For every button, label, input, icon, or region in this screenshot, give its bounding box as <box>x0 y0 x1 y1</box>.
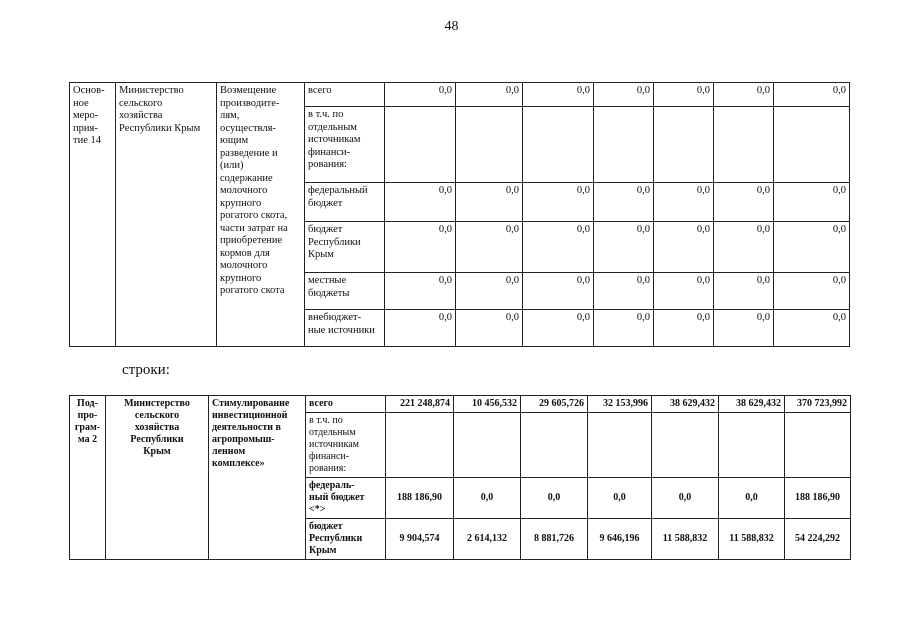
value-cell: 0,0 <box>654 183 714 222</box>
value-cell <box>454 413 521 478</box>
value-cell: 0,0 <box>594 310 654 347</box>
executor-label: Министерство сельского хозяйства Республики Крым <box>124 398 190 457</box>
value-cell: 0,0 <box>774 83 850 107</box>
value-cell: 0,0 <box>654 310 714 347</box>
value-cell: 188 186,90 <box>785 478 851 519</box>
value-cell: 188 186,90 <box>386 478 454 519</box>
value-cell: 0,0 <box>385 273 456 310</box>
value-cell: 0,0 <box>714 273 774 310</box>
value-cell: 0,0 <box>714 222 774 273</box>
value-cell <box>652 413 719 478</box>
source-cell: федераль- ный бюджет <*> <box>306 478 386 519</box>
value-cell: 0,0 <box>523 273 594 310</box>
event-cell <box>70 396 106 560</box>
value-cell: 0,0 <box>456 273 523 310</box>
page-number: 48 <box>444 19 459 34</box>
value-cell: 0,0 <box>654 273 714 310</box>
value-cell: 0,0 <box>588 478 652 519</box>
value-cell: 370 723,992 <box>785 396 851 413</box>
value-cell: 29 605,726 <box>521 396 588 413</box>
description-label: Стимулирование инвестиционной деятельности в агропромыш- ленном комплексе» <box>212 398 290 469</box>
value-cell: 0,0 <box>385 83 456 107</box>
value-cell: 0,0 <box>521 478 588 519</box>
value-cell <box>714 107 774 183</box>
value-cell: 0,0 <box>385 310 456 347</box>
value-cell: 0,0 <box>774 183 850 222</box>
source-cell: всего <box>306 396 386 413</box>
funding-table-event-14 <box>69 82 850 347</box>
value-cell: 11 588,832 <box>652 519 719 560</box>
value-cell <box>521 413 588 478</box>
value-cell <box>785 413 851 478</box>
value-cell <box>719 413 785 478</box>
value-cell: 0,0 <box>385 222 456 273</box>
value-cell: 0,0 <box>719 478 785 519</box>
value-cell: 9 646,196 <box>588 519 652 560</box>
value-cell: 0,0 <box>774 222 850 273</box>
value-cell <box>456 107 523 183</box>
value-cell: 10 456,532 <box>454 396 521 413</box>
value-cell: 38 629,432 <box>652 396 719 413</box>
value-cell: 0,0 <box>456 183 523 222</box>
funding-table-subprogram-2 <box>69 395 851 560</box>
value-cell: 38 629,432 <box>719 396 785 413</box>
value-cell: 0,0 <box>714 183 774 222</box>
value-cell: 0,0 <box>456 310 523 347</box>
value-cell <box>594 107 654 183</box>
value-cell: 0,0 <box>594 83 654 107</box>
value-cell <box>588 413 652 478</box>
value-cell: 32 153,996 <box>588 396 652 413</box>
source-cell: внебюджет- ные источники <box>305 310 385 347</box>
value-cell <box>385 107 456 183</box>
value-cell: 0,0 <box>523 222 594 273</box>
value-cell: 0,0 <box>714 83 774 107</box>
value-cell: 2 614,132 <box>454 519 521 560</box>
value-cell: 0,0 <box>714 310 774 347</box>
value-cell: 0,0 <box>456 222 523 273</box>
description-label: Возмещение производите- лям, осуществля- ющим разведение и (или) содержание молочного крупного рогатого скота, части затрат на приобретение кормов для молочного крупного рогатого скота <box>220 85 288 296</box>
value-cell: 0,0 <box>654 83 714 107</box>
event-label: Под- про- грам- ма 2 <box>74 398 101 445</box>
value-cell: 0,0 <box>654 222 714 273</box>
value-cell: 0,0 <box>594 222 654 273</box>
description-cell <box>209 396 306 560</box>
executor-cell <box>116 83 217 347</box>
value-cell: 0,0 <box>523 310 594 347</box>
source-cell: федеральный бюджет <box>305 183 385 222</box>
value-cell: 0,0 <box>454 478 521 519</box>
source-cell: в т.ч. по отдельным источникам финанси- рования: <box>305 107 385 183</box>
value-cell <box>654 107 714 183</box>
value-cell: 54 224,292 <box>785 519 851 560</box>
value-cell: 0,0 <box>385 183 456 222</box>
value-cell: 0,0 <box>523 183 594 222</box>
value-cell: 0,0 <box>774 273 850 310</box>
value-cell: 0,0 <box>594 273 654 310</box>
description-cell <box>217 83 305 347</box>
value-cell: 0,0 <box>594 183 654 222</box>
executor-label: Министерство сельского хозяйства Республики Крым <box>119 85 201 134</box>
section-heading: строки: <box>122 362 170 378</box>
value-cell <box>386 413 454 478</box>
source-cell: в т.ч. по отдельным источникам финанси- рования: <box>306 413 386 478</box>
value-cell: 8 881,726 <box>521 519 588 560</box>
table-row <box>70 396 851 413</box>
event-cell <box>70 83 116 347</box>
event-label: Основ- ное меро- прия- тие 14 <box>73 85 105 147</box>
value-cell: 0,0 <box>774 310 850 347</box>
value-cell: 0,0 <box>456 83 523 107</box>
source-cell: местные бюджеты <box>305 273 385 310</box>
source-cell: бюджет Республики Крым <box>306 519 386 560</box>
value-cell <box>523 107 594 183</box>
value-cell: 11 588,832 <box>719 519 785 560</box>
executor-cell <box>106 396 209 560</box>
value-cell <box>774 107 850 183</box>
value-cell: 221 248,874 <box>386 396 454 413</box>
value-cell: 9 904,574 <box>386 519 454 560</box>
table-row <box>70 83 850 107</box>
value-cell: 0,0 <box>523 83 594 107</box>
source-cell: бюджет Республики Крым <box>305 222 385 273</box>
source-cell: всего <box>305 83 385 107</box>
value-cell: 0,0 <box>652 478 719 519</box>
